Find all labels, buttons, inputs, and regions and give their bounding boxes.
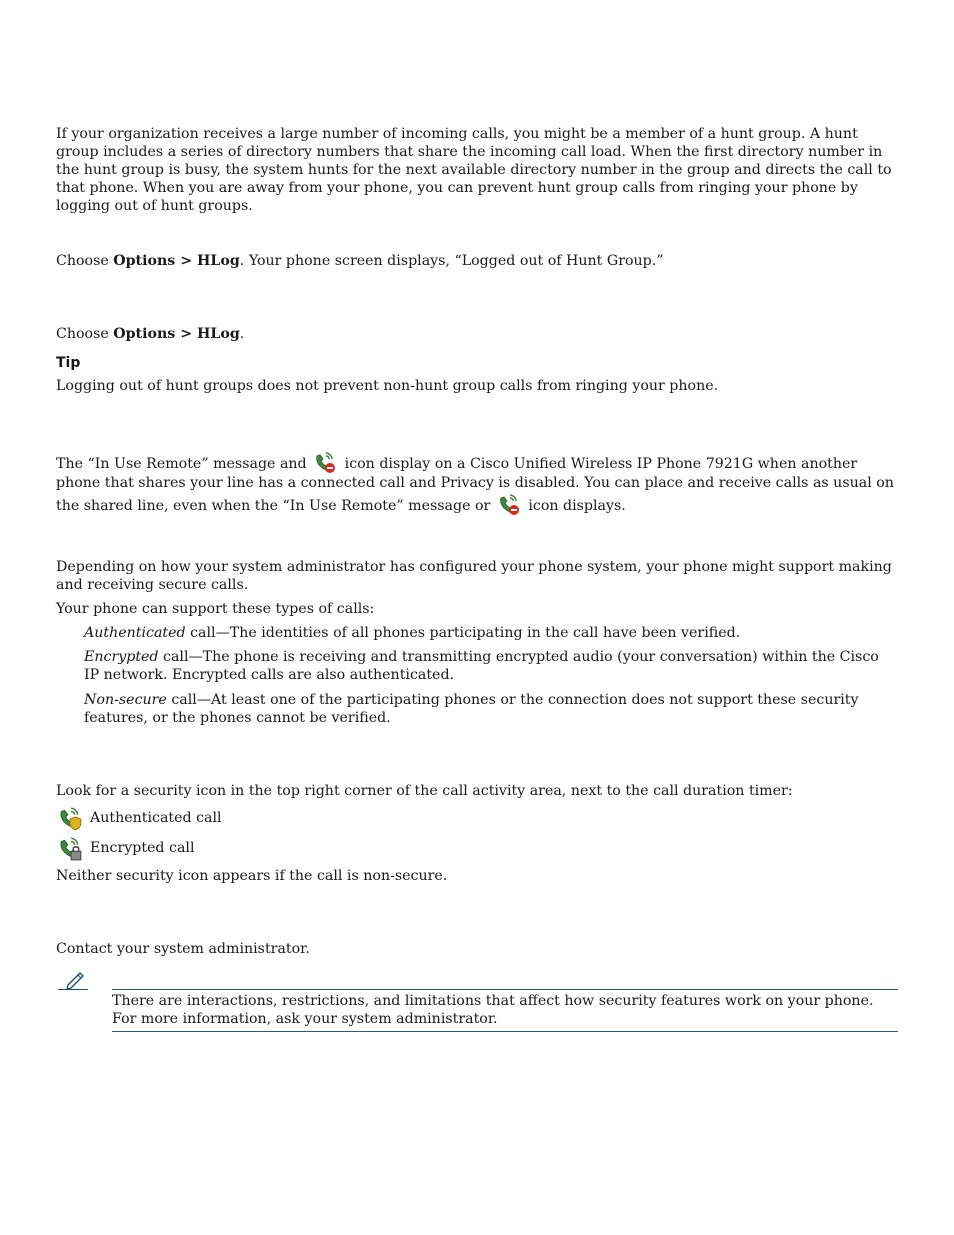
hunt-group-intro: If your organization receives a large number of incoming calls, you might be a member of a hunt group. A hunt group includes a series of directory numbers that share the incoming call load. When the first directory number in the hunt group is busy, the system hunts for the next available directory number in the group and directs the call to that phone. When you are away from your phone, you can prevent hunt group calls from ringing your phone by logging out of hunt groups.	[56, 126, 892, 214]
note-top-rule	[112, 989, 898, 990]
encrypted-icon-row	[56, 835, 195, 861]
hunt-login-command: Options > HLog	[113, 326, 240, 342]
call-type-non-secure: Non-secure call—At least one of the participating phones or the connection does not support these security features, or the phones cannot be verified.	[84, 692, 859, 726]
note-pencil-icon	[58, 970, 88, 990]
phone-encrypted-icon	[56, 835, 84, 861]
security-note-text: There are interactions, restrictions, and limitations that affect how security features work on your phone. For more information, ask your system administrator.	[112, 993, 874, 1027]
call-type-encrypted: Encrypted call—The phone is receiving and transmitting encrypted audio (your conversation) within the Cisco IP network. Encrypted calls are also authenticated.	[84, 649, 879, 683]
secure-calls-intro: Depending on how your system administrator has configured your phone system, your phone might support making and receiving secure calls.	[56, 559, 892, 593]
contact-admin: Contact your system administrator.	[56, 941, 310, 957]
note-bottom-rule	[112, 1031, 898, 1032]
encrypted-call-label: Encrypted call	[90, 840, 195, 856]
non-secure-note: Neither security icon appears if the call is non-secure.	[56, 868, 448, 884]
security-icon-instruction: Look for a security icon in the top right corner of the call activity area, next to the call duration timer:	[56, 783, 793, 799]
call-types-intro: Your phone can support these types of calls:	[56, 601, 375, 617]
phone-authenticated-icon	[56, 805, 84, 831]
tip-heading: Tip	[56, 355, 81, 371]
phone-in-use-remote-icon	[497, 492, 521, 516]
phone-in-use-remote-icon	[313, 450, 337, 474]
authenticated-call-label: Authenticated call	[90, 810, 222, 826]
tip-text: Logging out of hunt groups does not prevent non-hunt group calls from ringing your phone.	[56, 378, 719, 394]
in-use-remote-paragraph: The “In Use Remote” message and icon display on a Cisco Unified Wireless IP Phone 7921G when another phone that shares your line has a connected call and Privacy is disabled. You can place and receive calls as usual on the shared line, even when the “In Use Remote” message or icon displays.	[56, 450, 898, 516]
call-type-authenticated: Authenticated call—The identities of all phones participating in the call have been verified.	[84, 625, 741, 641]
hunt-login-step: Choose Options > HLog.	[56, 326, 245, 342]
authenticated-icon-row	[56, 805, 222, 831]
hunt-logout-command: Options > HLog	[113, 253, 240, 269]
hunt-logout-step: Choose Options > HLog. Your phone screen displays, “Logged out of Hunt Group.”	[56, 253, 664, 269]
